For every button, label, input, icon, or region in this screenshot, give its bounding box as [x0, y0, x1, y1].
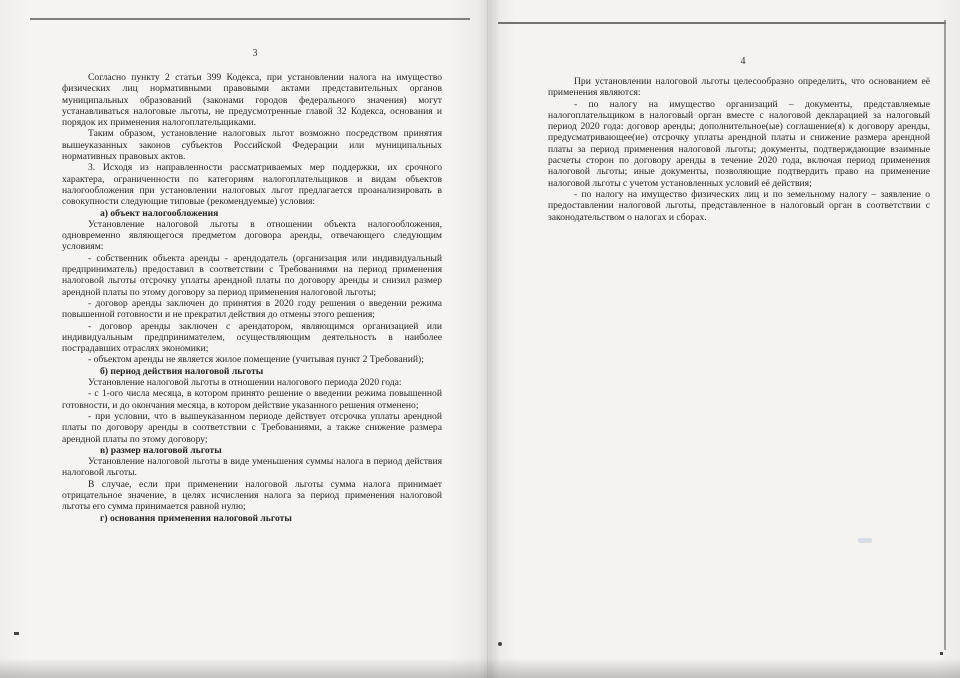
page-right-text — [548, 76, 930, 223]
page-edge-line — [498, 22, 946, 24]
list-item: - при условии, что в вышеуказанном периоде действует отсрочка уплаты арендной платы по договору аренды в соответствии с Требованиями, а также снижение размера арендной платы по этому договору; — [62, 410, 442, 445]
list-item: - по налогу на имущество физических лиц и по земельному налогу – заявление о предоставлении налоговой льготы, представленное в налоговый орган в соответствии с законодательством о налогах и сборах. — [548, 188, 930, 223]
paragraph: Таким образом, установление налоговых льгот возможно посредством принятия вышеуказанных законов субъектов Российской Федерации или муниципальных нормативных правовых актов. — [62, 128, 442, 163]
paragraph: При установлении налоговой льготы целесообразно определить, что основанием её применения являются: — [548, 76, 930, 99]
binding-gutter-shadow — [478, 0, 500, 678]
list-item: - собственник объекта аренды - арендодатель (организация или индивидуальный предприниматель) предоставил в соответствии с Требованиями на период применения налоговой льготы отсрочку уплаты арендной платы по договору аренды и снизил размер арендной платы по этому договору за период применения налоговой льготы; — [62, 252, 442, 298]
list-item: - договор аренды заключен с арендатором, являющимся организацией или индивидуальным предпринимателем, осуществляющим деятельность в наиболее пострадавших отраслях экономики; — [62, 320, 442, 355]
page-number-right: 4 — [740, 56, 746, 67]
page-edge-line — [944, 20, 946, 650]
scan-speck — [858, 538, 872, 543]
list-item: - договор аренды заключен до принятия в 2020 году решения о введении режима повышенной готовности и не прекратил действия до отмены этого решения; — [62, 297, 442, 321]
paragraph: В случае, если при применении налоговой льготы сумма налога принимает отрицательное значение, в целях исчисления налога за период применения налоговой льготы его сумма принимается равной нулю; — [62, 478, 442, 513]
page-right — [488, 0, 960, 678]
page-edge-line — [30, 18, 470, 20]
scan-speck — [14, 632, 19, 635]
list-item: - с 1-ого числа месяца, в котором принято решение о введении режима повышенной готовности, и до окончания месяца, в котором действие указанного решения отменено; — [62, 388, 442, 411]
list-item: - объектом аренды не является жилое помещение (учитывая пункт 2 Требований); — [88, 354, 424, 366]
paragraph: Установление налоговой льготы в отношении объекта налогообложения, одновременно являющегося предметом договора аренды, отвечающего следующим условиям: — [62, 218, 442, 253]
section-heading: в) размер налоговой льготы — [100, 444, 222, 456]
section-heading: г) основания применения налоговой льготы — [100, 512, 292, 524]
section-heading: б) период действия налоговой льготы — [100, 365, 264, 377]
scan-speck — [498, 642, 502, 646]
page-number-left: 3 — [252, 48, 258, 59]
paragraph: Согласно пункту 2 статьи 399 Кодекса, при установлении налога на имущество физических лиц нормативными правовыми актами представительных органов муниципальных образований (законами городов федерального значения) могут устанавливаться налоговые льготы, не предусмотренные главой 32 Кодекса, основания и порядок их применения налогоплательщиками. — [62, 72, 442, 129]
paragraph: Установление налоговой льготы в виде уменьшения суммы налога в период действия налоговой льготы. — [62, 456, 442, 479]
list-item: - по налогу на имущество организаций – документы, представляемые налогоплательщиком в налоговый орган вместе с налоговой декларацией за налоговый период 2020 года: договор аренды; дополнительное(ые) соглашение(я) к договору аренды, предусматривающее(ие) отсрочку уплаты арендной платы и снижение размера арендной платы за период применения налоговой льготы; документы, подтверждающие взаимные расчеты сторон по договору аренды в течение 2020 года, включая период применения налоговой льготы; иные документы, позволяющие подтвердить право на применение налоговой льготы с учетом установленных условий её действия; — [548, 98, 930, 189]
page-left-text — [62, 72, 442, 524]
scan-bottom-shadow — [0, 658, 960, 678]
scan-speck — [940, 652, 943, 655]
paragraph: Установление налоговой льготы в отношении налогового периода 2020 года: — [88, 377, 402, 389]
section-heading: а) объект налогообложения — [100, 207, 219, 219]
paragraph: 3. Исходя из направленности рассматриваемых мер поддержки, их срочного характера, ограниченности по категориям налогоплательщиков и видам объектов налогообложения при установлении налоговых льгот предлагается проанализировать в совокупности следующие типовые (рекомендуемые) условия: — [62, 162, 442, 208]
